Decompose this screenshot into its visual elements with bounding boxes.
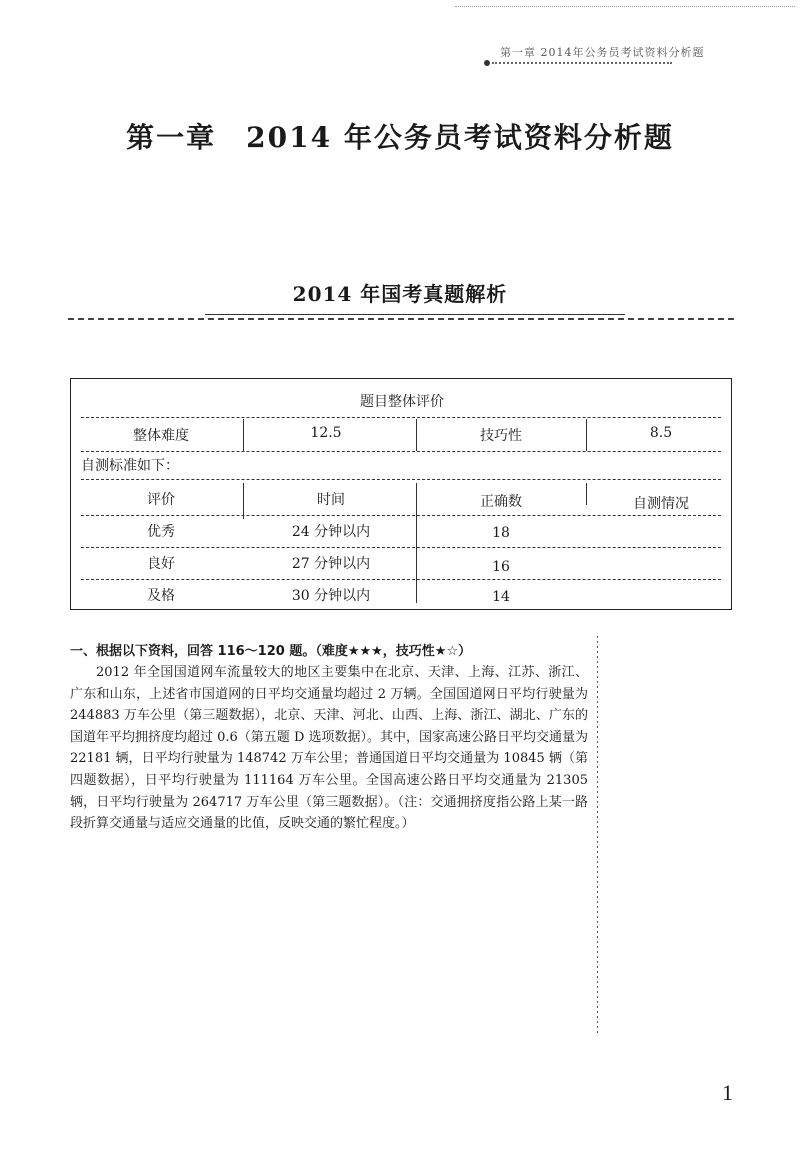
divider [243, 483, 244, 519]
divider [416, 483, 417, 603]
evaluation-box [70, 378, 732, 610]
row-correct: 16 [492, 559, 510, 575]
row-time: 27 分钟以内 [291, 556, 371, 572]
divider [81, 547, 721, 548]
divider [586, 483, 587, 505]
divider [243, 419, 244, 451]
column-header-time: 时间 [317, 492, 345, 508]
header-dotted-rule [492, 62, 672, 64]
row-correct: 18 [492, 525, 510, 541]
column-header-rating: 评价 [147, 492, 175, 508]
row-time: 24 分钟以内 [291, 524, 371, 540]
running-header: 第一章 2014年公务员考试资料分析题 [500, 46, 705, 59]
row-rating: 优秀 [147, 524, 175, 540]
divider [416, 419, 417, 451]
divider [586, 419, 587, 451]
section-rule [68, 318, 734, 320]
passage-right-border [597, 636, 598, 1036]
divider [81, 451, 721, 452]
header-bullet-icon [484, 60, 490, 66]
question-intro: 一、根据以下资料，回答 116～120 题。（难度★★★，技巧性★☆） [70, 644, 472, 659]
divider [81, 579, 721, 580]
difficulty-value: 12.5 [310, 425, 342, 441]
skill-value: 8.5 [649, 425, 673, 441]
row-correct: 14 [492, 589, 510, 605]
row-rating: 及格 [147, 588, 175, 604]
divider [81, 417, 721, 418]
difficulty-label: 整体难度 [133, 428, 189, 444]
passage-text: 2012 年全国国道网车流量较大的地区主要集中在北京、天津、上海、江苏、浙江、广东和山东，上述省市国道网的日平均交通量均超过 2 万辆。全国国道网日平均行驶量为 244883 万车公里（第三题数据），北京、天津、河北、山西、上海、浙江、湖北、广东的国道年平均拥挤度均超过 0.6（第五题 D 选项数据）。其中，国家高速公路日平均交通量为 22181 辆，日平均行驶量为 148742 万车公里；普通国道日平均交通量为 10845 辆（第四题数据），日平均行驶量为 111164 万车公里。全国高速公路日平均交通量为 21305 辆，日平均行驶量为 264717 万车公里（第三题数据）。（注：交通拥挤度指公路上某一路段折算交通量与适应交通量的比值，反映交通的繁忙程度。） [70, 665, 588, 832]
page-number: 1 [722, 1080, 733, 1105]
skill-label: 技巧性 [480, 428, 522, 444]
chapter-title: 第一章 2014 年公务员考试资料分析题 [126, 121, 674, 154]
section-rule-solid [205, 314, 625, 315]
evaluation-title: 题目整体评价 [360, 394, 444, 410]
section-title: 2014 年国考真题解析 [292, 282, 508, 306]
row-time: 30 分钟以内 [291, 588, 371, 604]
divider [81, 479, 721, 480]
top-dotted-rule [455, 6, 795, 7]
row-rating: 良好 [147, 556, 175, 572]
divider [81, 515, 721, 516]
column-header-self-check: 自测情况 [633, 496, 689, 512]
self-test-intro: 自测标准如下： [81, 458, 179, 474]
column-header-correct: 正确数 [480, 494, 522, 510]
